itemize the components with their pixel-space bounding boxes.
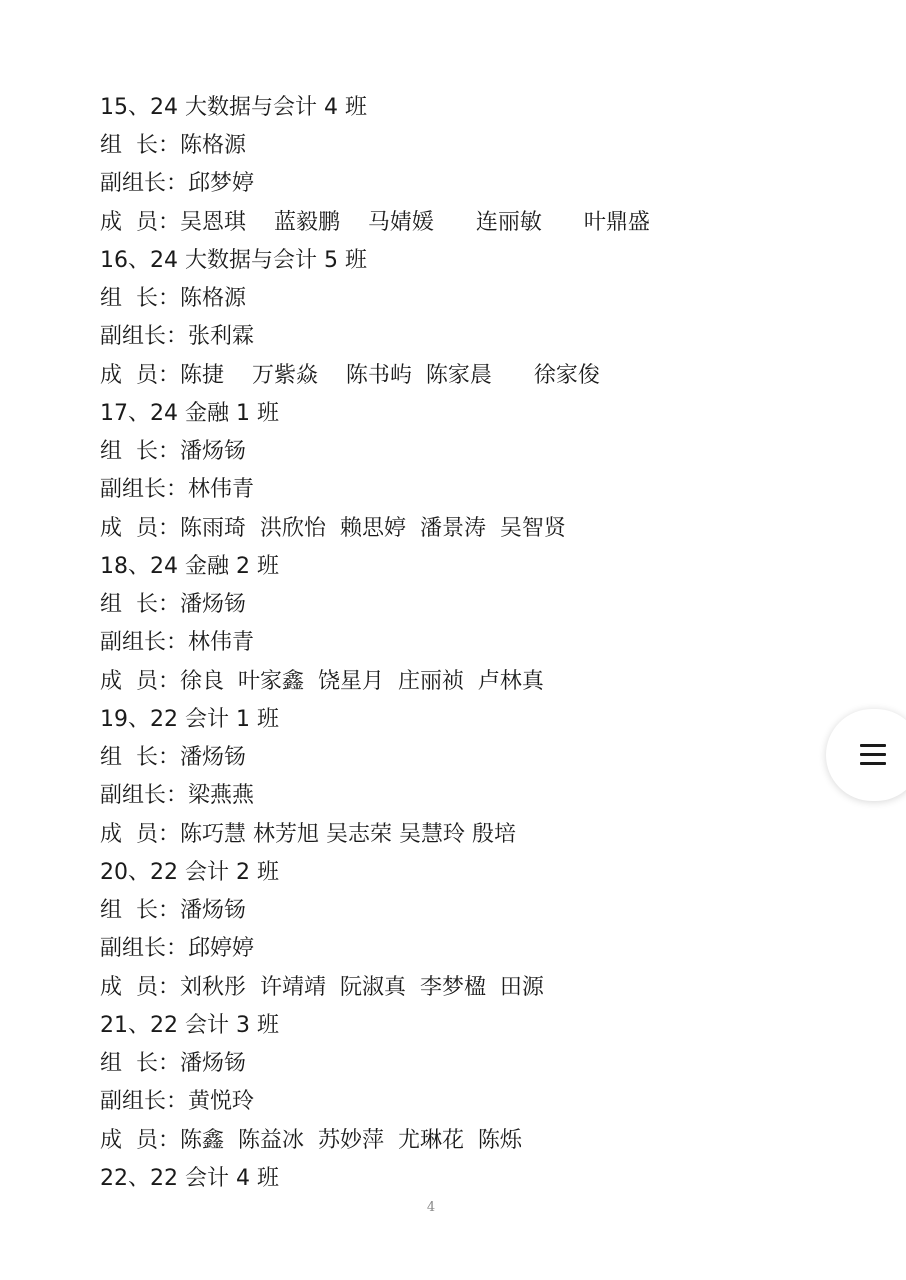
members-line: 成 员：陈雨琦 洪欣怡 赖思婷 潘景涛 吴智贤 [100,516,566,541]
leader-line: 组 长：陈格源 [100,286,246,311]
members-line: 成 员：徐良 叶家鑫 饶星月 庄丽祯 卢林真 [100,669,544,694]
class-heading: 15、24 大数据与会计 4 班 [100,95,367,120]
class-heading: 19、22 会计 1 班 [100,707,279,732]
class-heading: 16、24 大数据与会计 5 班 [100,248,367,273]
hamburger-menu-icon [860,744,886,766]
leader-line: 组 长：潘炀钖 [100,898,246,923]
members-line: 成 员：陈鑫 陈益冰 苏妙萍 尤琳花 陈烁 [100,1128,522,1153]
class-heading: 22、22 会计 4 班 [100,1166,279,1191]
deputy-line: 副组长：邱梦婷 [100,171,255,196]
leader-line: 组 长：潘炀钖 [100,439,246,464]
class-heading: 20、22 会计 2 班 [100,860,279,885]
class-heading: 21、22 会计 3 班 [100,1013,279,1038]
deputy-line: 副组长：黄悦玲 [100,1089,255,1114]
class-heading: 18、24 金融 2 班 [100,554,279,579]
leader-line: 组 长：陈格源 [100,133,246,158]
leader-line: 组 长：潘炀钖 [100,745,246,770]
deputy-line: 副组长：林伟青 [100,630,255,655]
leader-line: 组 长：潘炀钖 [100,592,246,617]
deputy-line: 副组长：梁燕燕 [100,783,255,808]
members-line: 成 员：陈巧慧 林芳旭 吴志荣 吴慧玲 殷培 [100,822,516,847]
leader-line: 组 长：潘炀钖 [100,1051,246,1076]
members-line: 成 员：刘秋彤 许靖靖 阮淑真 李梦楹 田源 [100,975,544,1000]
members-line: 成 员：陈捷 万紫焱 陈书屿 陈家晨 徐家俊 [100,363,600,388]
deputy-line: 副组长：邱婷婷 [100,936,255,961]
page-number: 4 [426,1200,436,1215]
deputy-line: 副组长：林伟青 [100,477,255,502]
class-heading: 17、24 金融 1 班 [100,401,279,426]
deputy-line: 副组长：张利霖 [100,324,255,349]
members-line: 成 员：吴恩琪 蓝毅鹏 马婧媛 连丽敏 叶鼎盛 [100,210,650,235]
